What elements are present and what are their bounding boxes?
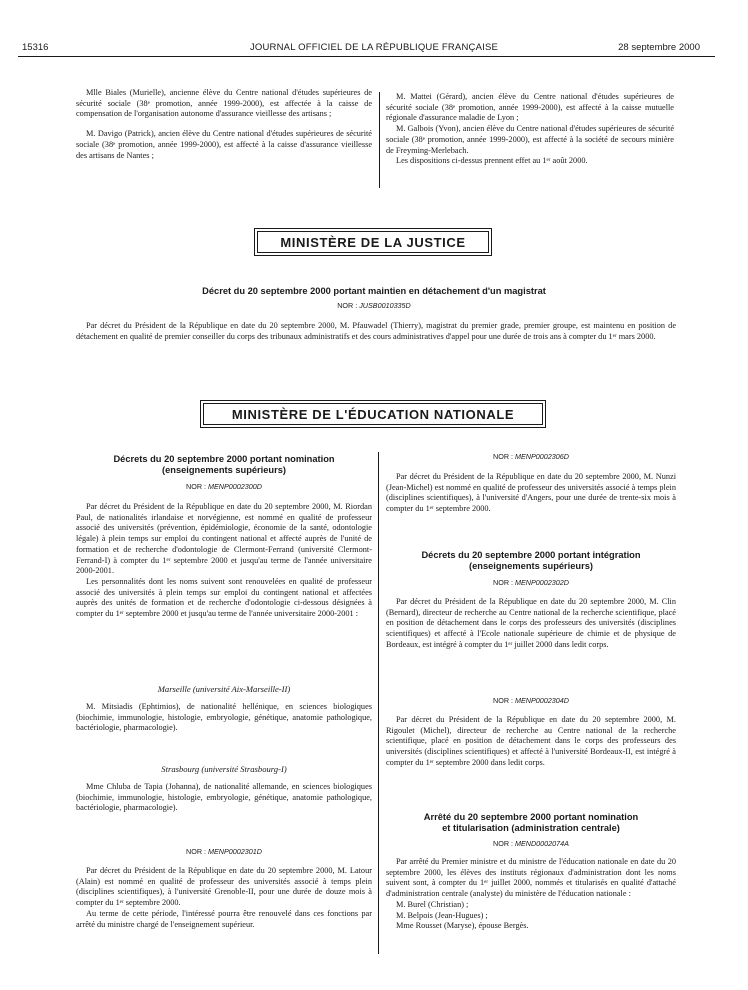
education-right-text — [386, 715, 676, 769]
paragraph: Par décret du Président de la République en date du 20 septembre 2000, M. Pfauwadel (Thierry), magistrat du premier grade, premier groupe, est maintenu en position de détachement en qualité de premier conseiller du corps des tribunaux administratifs et des cours administratives d'appel pour une durée de trois ans à compter du 1ᵉʳ mars 2000. — [76, 321, 676, 341]
justice-decree-title: Décret du 20 septembre 2000 portant maintien en détachement d'un magistrat — [202, 286, 546, 296]
paragraph: M. Davigo (Patrick), ancien élève du Centre national d'études supérieures de sécurité sociale (38ᵉ promotion, année 1999-2000), est affecté à la caisse d'assurance vieillesse des artisans de Nantes ; — [76, 129, 372, 160]
name-entry: M. Belpois (Jean-Hugues) ; — [396, 910, 488, 920]
paragraph: Par décret du Président de la République en date du 20 septembre 2000, M. Rigoulet (Michel), directeur de recherche au Centre national de la recherche scientifique, placé en position de détachement dans le corps des professeurs des universités (disciplines scientifiques) et affecté à l'université Bordeaux-II, est intégré à compter du 1ᵉʳ septembre 2000 dans ledit corps. — [386, 715, 676, 767]
nomination-decrees-title — [76, 454, 372, 476]
education-left-text — [76, 702, 372, 734]
nor-code: MENP0002304D — [515, 696, 569, 705]
nor-code: MENP0002300D — [208, 482, 262, 491]
education-right-text — [386, 472, 676, 515]
paragraph: Les dispositions ci-dessus prennent effet au 1ᵉʳ août 2000. — [396, 156, 588, 166]
nor-reference — [386, 696, 676, 705]
paragraph: M. Mattei (Gérard), ancien élève du Centre national d'études supérieures de sécurité sociale (38ᵉ promotion, année 1999-2000), est affecté à la caisse mutuelle régionale d'assurance maladie de Lyon ; — [386, 92, 674, 123]
nor-code: JUSB0010335D — [359, 301, 411, 310]
paragraph: Les personnalités dont les noms suivent sont renouvelées en qualité de professeur associé des universités à plein temps sur emploi du contingent national et affectées auprès des unités de formation et de recherche d'odontologie ci-dessous désignées à compter du 1ᵉʳ septembre 2000 et jusqu'au terme de l'année universitaire 2000-2001 : — [76, 576, 372, 619]
title-line: Décrets du 20 septembre 2000 portant nomination — [113, 454, 335, 464]
nor-label: NOR : — [337, 301, 358, 310]
nor-reference — [386, 578, 676, 587]
nor-label: NOR : — [493, 578, 513, 587]
ministry-education-heading: MINISTÈRE DE L'ÉDUCATION NATIONALE — [231, 406, 515, 422]
name-entry: M. Burel (Christian) ; — [396, 899, 469, 909]
ministry-justice-box — [254, 228, 492, 256]
title-line: Arrêté du 20 septembre 2000 portant nomination — [423, 812, 639, 822]
university-heading: Marseille (université Aix-Marseille-II) — [157, 684, 291, 694]
paragraph: M. Galbois (Yvon), ancien élève du Centre national d'études supérieures de sécurité sociale (38ᵉ promotion, année 1999-2000), est affecté à la société de secours minière de Freyming-Merlebach. — [386, 124, 674, 155]
paragraph: Par décret du Président de la République en date du 20 septembre 2000, M. Clin (Bernard), directeur de recherche au Centre national de la recherche scientifique, placé en position de détachement dans le corps des professeurs des universités (disciplines scientifiques) et affecté à l'Ecole nationale supérieure de chimie et de physique de Bordeaux, est intégré à compter du 1ᵉʳ juillet 2000 dans ledit corps. — [386, 597, 676, 649]
education-left-text — [76, 866, 372, 930]
header-rule — [18, 56, 715, 57]
nor-label: NOR : — [493, 452, 513, 461]
justice-body — [76, 321, 676, 342]
paragraph: Par décret du Président de la République en date du 20 septembre 2000, M. Riordan Paul, de nationalités irlandaise et norvégienne, est nommé en qualité de professeur associé des universités (prévention, épidémiologie, économie de la santé, odontologie légale) à plein temps sur emploi du contingent national et affecté auprès de l'unité de formation et de recherche d'odontologie de Clermont-Ferrand (université Clermont-Ferrand-I) à compter du 1ᵉʳ septembre 2000 et jusqu'au terme de l'année universitaire 2000-2001. — [76, 502, 372, 576]
paragraph: Par décret du Président de la République en date du 20 septembre 2000, M. Latour (Alain) est nommé en qualité de professeur des universités associé à temps plein (disciplines scientifiques), à l'université Grenoble-II, pour une durée de douze mois à compter du 1ᵉʳ septembre 2000. — [76, 866, 372, 908]
nor-code: MENP0002301D — [208, 847, 262, 856]
paragraph: M. Mitsiadis (Ephtimios), de nationalité hellénique, en sciences biologiques (biochimie, immunologie, histologie, embryologie, génétique, anatomie pathologique, bactériologie, pharmacologie). — [76, 702, 372, 733]
name-entry: Mme Rousset (Maryse), épouse Bergès. — [396, 921, 529, 931]
nor-code: MENP0002306D — [515, 452, 569, 461]
nor-label: NOR : — [186, 482, 206, 491]
top-left-column — [76, 88, 372, 161]
nor-reference — [386, 839, 676, 848]
title-line: et titularisation (administration centrale) — [442, 823, 620, 833]
nor-reference — [76, 847, 372, 856]
paragraph: Mme Chluba de Tapia (Johanna), de nationalité allemande, en sciences biologiques (biochimie, immunologie, histologie, embryologie, génétique, anatomie pathologique, bactériologie, pharmacologie). — [76, 782, 372, 813]
ministry-education-box — [200, 400, 546, 428]
title-line: Décrets du 20 septembre 2000 portant intégration — [421, 550, 641, 560]
issue-date: 28 septembre 2000 — [618, 42, 700, 53]
integration-decrees-title — [386, 550, 676, 572]
journal-title: JOURNAL OFFICIEL DE LA RÉPUBLIQUE FRANÇAISE — [249, 42, 499, 53]
nor-reference — [76, 482, 372, 491]
top-right-column — [386, 92, 674, 167]
university-heading: Strasbourg (université Strasbourg-I) — [161, 764, 287, 774]
education-right-text — [386, 857, 676, 932]
paragraph: Par arrêté du Premier ministre et du ministre de l'éducation nationale en date du 20 septembre 2000, les élèves des instituts régionaux d'administration dont les noms suivent sont, à compter du 1ᵉʳ juillet 2000, nommés et titularisés en qualité d'attaché d'administration centrale (analyste) du ministère de l'éducation nationale : — [386, 857, 676, 899]
education-left-text — [76, 782, 372, 814]
nor-code: MEND0002074A — [515, 839, 569, 848]
title-line: (enseignements supérieurs) — [469, 561, 593, 571]
nor-code: MENP0002302D — [515, 578, 569, 587]
column-divider — [378, 452, 379, 954]
paragraph: Par décret du Président de la République en date du 20 septembre 2000, M. Nunzi (Jean-Michel) est nommé en qualité de professeur des universités associé à temps plein (disciplines scientifiques), à l'université d'Angers, pour une durée de trente-six mois à compter du 1ᵉʳ septembre 2000. — [386, 472, 676, 514]
nor-label: NOR : — [493, 696, 513, 705]
paragraph: Au terme de cette période, l'intéressé pourra être renouvelé dans ces fonctions par arrêté du ministre chargé de l'enseignement supérieur. — [76, 908, 372, 929]
education-left-text — [76, 502, 372, 620]
arrete-title — [386, 812, 676, 834]
paragraph: Mlle Biales (Murielle), ancienne élève du Centre national d'études supérieures de sécurité sociale (38ᵉ promotion, année 1999-2000), est affectée à la caisse de compensation de l'organisation autonome d'assurance vieillesse des artisans ; — [76, 88, 372, 119]
ministry-justice-heading: MINISTÈRE DE LA JUSTICE — [280, 234, 466, 250]
column-divider — [379, 92, 380, 188]
education-right-text — [386, 597, 676, 651]
justice-nor — [60, 301, 688, 310]
title-line: (enseignements supérieurs) — [162, 465, 286, 475]
nor-label: NOR : — [493, 839, 513, 848]
nor-label: NOR : — [186, 847, 206, 856]
page-number: 15316 — [22, 42, 49, 53]
nor-reference — [386, 452, 676, 461]
